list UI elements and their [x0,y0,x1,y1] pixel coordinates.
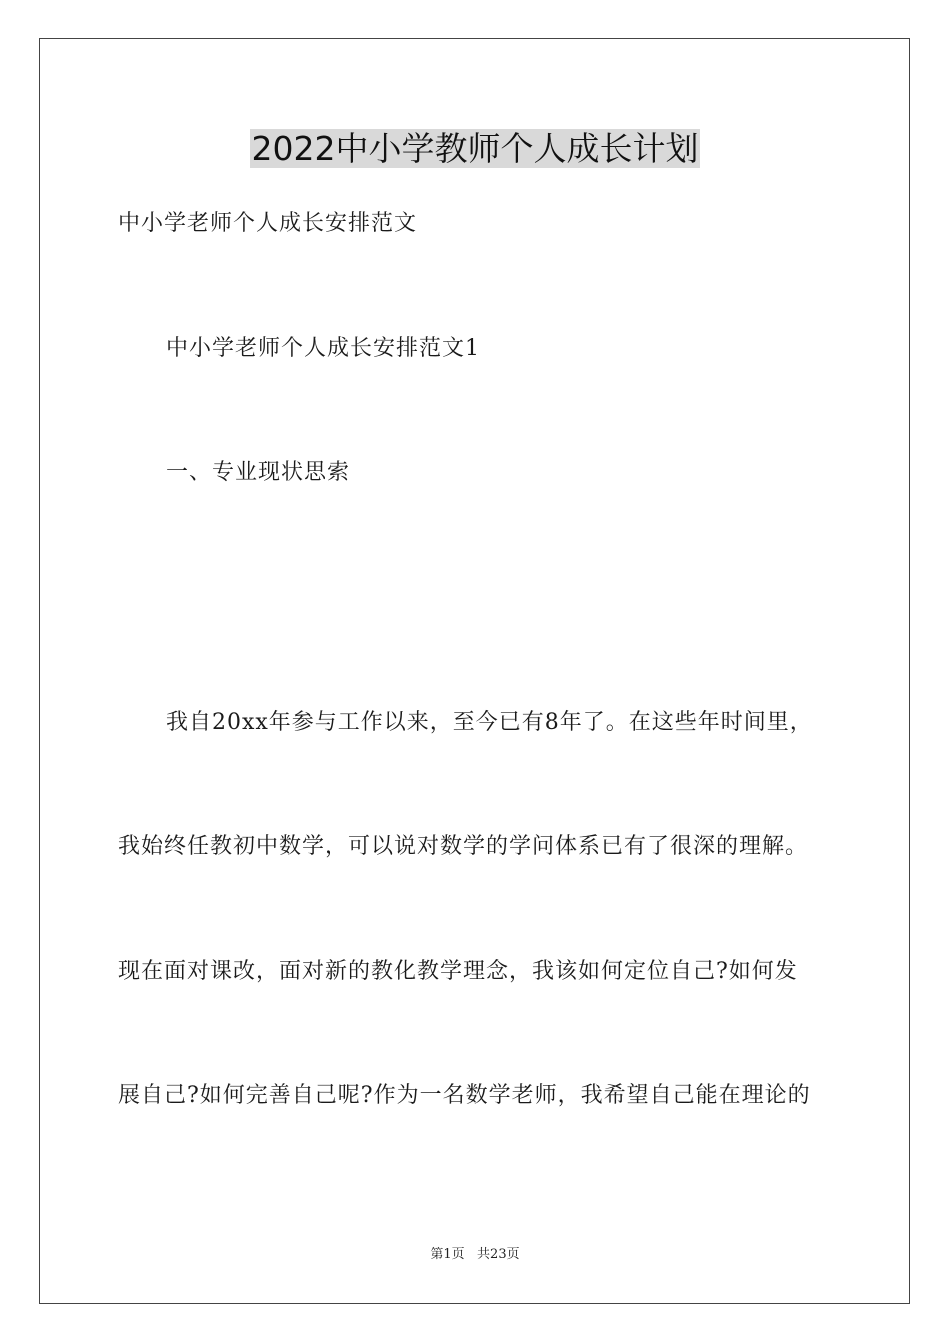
body-line-2: 我始终任教初中数学，可以说对数学的学问体系已有了很深的理解。 [118,834,809,859]
body-line-1: 我自20xx年参与工作以来，至今已有8年了。在这些年时间里， [166,710,813,735]
page-footer: 第1页 共23页 [430,1247,520,1262]
body-line-3: 现在面对课改，面对新的教化教学理念，我该如何定位自己?如何发 [118,959,798,984]
section-heading-line: 中小学老师个人成长安排范文1 [166,336,480,361]
subtitle-line: 中小学老师个人成长安排范文 [118,211,418,236]
document-title [0,126,950,172]
body-line-4: 展自己?如何完善自己呢?作为一名数学老师，我希望自己能在理论的 [118,1083,811,1108]
subsection-heading-line: 一、专业现状思索 [166,460,351,485]
document-title-text: 2022中小学教师个人成长计划 [251,129,699,168]
